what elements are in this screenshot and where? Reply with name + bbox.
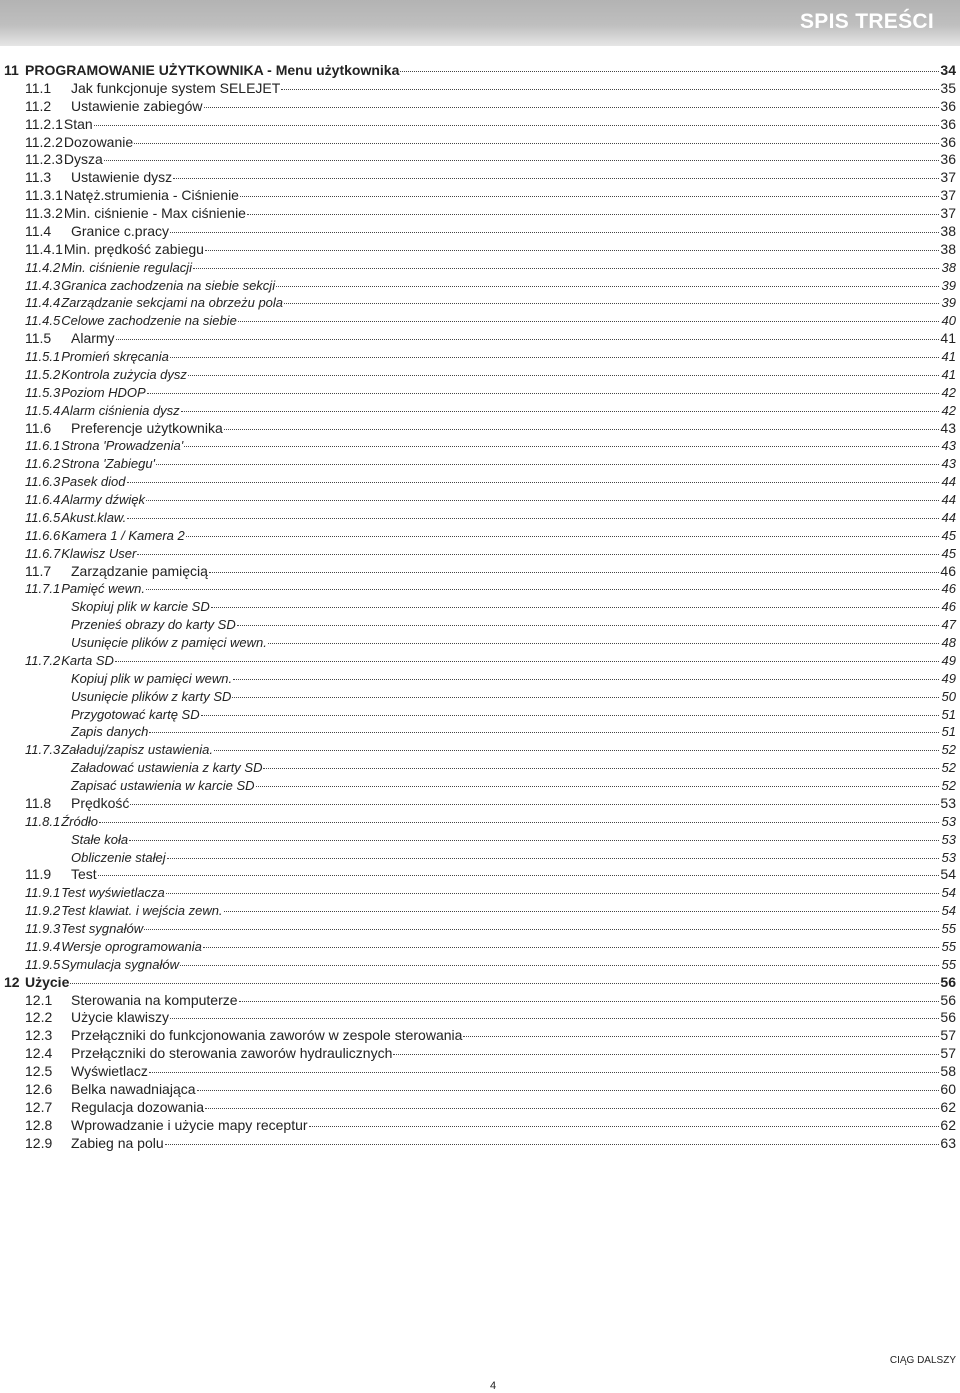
- toc-entry-page: 41: [941, 366, 956, 382]
- toc-entry-page: 54: [941, 885, 956, 901]
- toc-entry-number: 11.8.1: [25, 813, 61, 829]
- toc-entry-page: 34: [940, 62, 956, 78]
- dot-leader: [211, 606, 939, 608]
- toc-entry-number: 11.3.1: [25, 187, 63, 204]
- toc-entry-page: 52: [941, 778, 956, 793]
- toc-entry-page: 35: [940, 79, 956, 96]
- toc-entry[interactable]: [25, 366, 956, 384]
- toc-entry[interactable]: [25, 813, 956, 831]
- toc-entry-title: Min. prędkość zabiegu: [63, 240, 204, 257]
- dot-leader: [165, 1143, 939, 1145]
- toc-entry-page: 37: [940, 169, 956, 186]
- toc-entry[interactable]: [25, 938, 956, 956]
- toc-entry[interactable]: [25, 1117, 956, 1135]
- toc-entry-page: 47: [941, 617, 956, 633]
- toc-entry[interactable]: [25, 688, 956, 706]
- toc-entry-title: Alarm ciśnienia dysz: [61, 402, 180, 418]
- dot-leader: [181, 410, 939, 412]
- dot-leader: [70, 982, 939, 984]
- toc-entry-number: 11.6.2: [25, 456, 61, 472]
- dot-leader: [203, 946, 939, 948]
- toc-entry[interactable]: [4, 974, 956, 992]
- toc-entry-number: 11.9.1: [25, 885, 61, 901]
- toc-entry-title: Skopiuj plik w karcie SD: [71, 599, 210, 615]
- toc-entry-page: 50: [941, 688, 956, 704]
- toc-entry-title: Granica zachodzenia na siebie sekcji: [61, 277, 276, 293]
- toc-entry-number: 11.2.1: [25, 115, 63, 132]
- toc-entry-page: 53: [940, 794, 956, 811]
- dot-leader: [149, 731, 939, 733]
- dot-leader: [256, 785, 939, 787]
- toc-entry-number: 11.7: [25, 562, 52, 579]
- dot-leader: [166, 892, 939, 894]
- toc-entry-number: 11: [4, 62, 19, 78]
- dot-leader: [284, 302, 939, 304]
- toc-entry-number: 11.6.7: [25, 545, 61, 561]
- toc-entry[interactable]: [25, 473, 956, 491]
- toc-entry-title: Ustawienie zabiegów: [71, 97, 203, 114]
- toc-entry-title: Min. ciśnienie regulacji: [61, 259, 192, 275]
- toc-entry[interactable]: [25, 384, 956, 402]
- toc-entry-number: 11.4.3: [25, 277, 61, 293]
- dot-leader: [214, 749, 939, 751]
- toc-entry-number: 11.2: [25, 97, 52, 114]
- dot-leader: [115, 660, 939, 662]
- toc-entry-number: 12.8: [25, 1116, 53, 1133]
- toc-entry-title: Sterowania na komputerze: [71, 991, 238, 1008]
- toc-entry[interactable]: [25, 1063, 956, 1081]
- dot-leader: [309, 1125, 939, 1127]
- toc-entry[interactable]: [25, 616, 956, 634]
- toc-entry[interactable]: [25, 545, 956, 563]
- dot-leader: [205, 249, 939, 251]
- toc-entry-number: 11.9: [25, 866, 52, 883]
- toc-entry-number: 11.5.1: [25, 349, 61, 364]
- toc-entry[interactable]: [25, 169, 956, 187]
- toc-entry-page: 37: [940, 187, 956, 204]
- dot-leader: [156, 463, 939, 465]
- toc-entry-number: 11.9.5: [25, 956, 61, 972]
- toc-entry-page: 53: [941, 831, 956, 847]
- toc-entry[interactable]: [25, 777, 956, 795]
- toc-entry-page: 42: [941, 402, 956, 418]
- toc-entry[interactable]: [25, 527, 956, 545]
- toc-entry-page: 39: [941, 295, 956, 311]
- toc-entry-number: 11.4.4: [25, 295, 61, 311]
- toc-entry-page: 51: [941, 706, 956, 722]
- toc-entry-page: 38: [941, 259, 956, 275]
- toc-entry[interactable]: [25, 420, 956, 438]
- toc-entry-title: Regulacja dozowania: [71, 1098, 205, 1115]
- toc-entry[interactable]: [25, 259, 956, 277]
- toc-entry-title: Załadować ustawienia z karty SD: [71, 760, 263, 776]
- dot-leader: [98, 874, 939, 876]
- toc-entry-page: 46: [941, 599, 956, 615]
- toc-entry-title: Zapisać ustawienia w karcie SD: [71, 778, 255, 793]
- toc-entry-title: Usunięcie plików z karty SD: [71, 688, 232, 704]
- toc-entry-title: Jak funkcjonuje system SELEJET: [71, 79, 281, 96]
- toc-entry-page: 54: [941, 903, 956, 919]
- toc-entry-page: 41: [941, 349, 956, 364]
- toc-entry-title: Zabieg na polu: [71, 1134, 164, 1151]
- dot-leader: [193, 267, 939, 269]
- toc-entry[interactable]: [25, 741, 956, 759]
- dot-leader: [268, 642, 939, 644]
- toc-entry[interactable]: [25, 1099, 956, 1117]
- dot-leader: [167, 857, 939, 859]
- toc-entry-page: 36: [940, 97, 956, 114]
- dot-leader: [149, 1071, 939, 1073]
- toc-entry[interactable]: [25, 187, 956, 205]
- toc-entry[interactable]: [25, 116, 956, 134]
- toc-entry-page: 43: [940, 419, 956, 436]
- toc-entry-page: 41: [940, 330, 956, 347]
- dot-leader: [184, 445, 939, 447]
- table-of-contents: [0, 62, 960, 1152]
- dot-leader: [104, 159, 939, 161]
- toc-entry-page: 56: [940, 991, 956, 1008]
- toc-entry[interactable]: [25, 634, 956, 652]
- toc-entry-page: 44: [941, 492, 956, 507]
- toc-entry[interactable]: [25, 884, 956, 902]
- dot-leader: [393, 1053, 939, 1055]
- toc-entry[interactable]: [25, 241, 956, 259]
- toc-entry-title: Przełączniki do funkcjonowania zaworów w zespole sterowania: [71, 1027, 463, 1044]
- toc-entry-number: 12.4: [25, 1045, 53, 1062]
- dot-leader: [238, 320, 939, 322]
- toc-entry[interactable]: [25, 134, 956, 152]
- toc-entry-number: 11.5.2: [25, 366, 61, 382]
- toc-entry-page: 56: [940, 973, 956, 990]
- toc-entry-number: 11.4.1: [25, 240, 63, 257]
- toc-entry-title: Test: [71, 866, 97, 883]
- toc-entry[interactable]: [25, 563, 956, 581]
- toc-entry-page: 55: [941, 956, 956, 972]
- dot-leader: [170, 1017, 939, 1019]
- toc-entry[interactable]: [25, 437, 956, 455]
- toc-entry-title: Strona 'Zabiegu': [61, 456, 156, 472]
- toc-entry-title: Alarmy: [71, 330, 115, 347]
- toc-entry-page: 53: [941, 813, 956, 829]
- toc-entry-title: Promień skręcania: [61, 349, 169, 364]
- toc-entry-title: Kamera 1 / Kamera 2: [61, 527, 185, 543]
- dot-leader: [146, 499, 939, 501]
- dot-leader: [263, 767, 939, 769]
- toc-entry-page: 52: [941, 760, 956, 776]
- toc-entry-title: Przenieś obrazy do karty SD: [71, 617, 236, 633]
- toc-entry-title: Prędkość: [71, 794, 130, 811]
- toc-entry[interactable]: [25, 652, 956, 670]
- dot-leader: [463, 1035, 939, 1037]
- toc-entry-title: Karta SD: [61, 652, 114, 668]
- toc-entry[interactable]: [25, 580, 956, 598]
- toc-entry-page: 62: [940, 1116, 956, 1133]
- toc-entry-title: Belka nawadniająca: [71, 1080, 196, 1097]
- dot-leader: [197, 1089, 939, 1091]
- dot-leader: [240, 195, 939, 197]
- toc-entry-page: 37: [940, 205, 956, 221]
- toc-entry-page: 38: [940, 222, 956, 239]
- dot-leader: [188, 374, 939, 376]
- dot-leader: [186, 535, 939, 537]
- toc-entry-number: 11.6: [25, 419, 52, 436]
- toc-entry-page: 52: [941, 742, 956, 758]
- dot-leader: [127, 517, 939, 519]
- toc-entry-title: Natęż.strumienia - Ciśnienie: [63, 187, 239, 204]
- toc-entry[interactable]: [25, 509, 956, 527]
- dot-leader: [237, 624, 939, 626]
- toc-entry[interactable]: [25, 294, 956, 312]
- dot-leader: [201, 714, 939, 716]
- toc-entry[interactable]: [25, 598, 956, 616]
- toc-entry-page: 36: [940, 115, 956, 132]
- toc-entry-page: 62: [940, 1098, 956, 1115]
- toc-entry-title: Dozowanie: [63, 133, 134, 150]
- toc-entry-page: 40: [941, 313, 956, 329]
- toc-entry[interactable]: [25, 920, 956, 938]
- toc-entry-title: Obliczenie stałej: [71, 849, 166, 865]
- toc-entry-number: 11.5.4: [25, 402, 61, 418]
- toc-entry[interactable]: [25, 795, 956, 813]
- dot-leader: [276, 285, 939, 287]
- toc-entry-page: 54: [940, 866, 956, 883]
- toc-entry-number: 11.7.2: [25, 652, 61, 668]
- toc-entry-page: 55: [941, 938, 956, 954]
- toc-entry[interactable]: [25, 1045, 956, 1063]
- toc-entry-title: Przełączniki do sterowania zaworów hydraulicznych: [71, 1045, 393, 1062]
- toc-entry-page: 45: [941, 545, 956, 561]
- toc-entry-page: 49: [941, 670, 956, 686]
- toc-entry-number: 11.9.2: [25, 903, 61, 919]
- toc-entry[interactable]: [25, 992, 956, 1010]
- toc-entry[interactable]: [25, 402, 956, 420]
- toc-entry-title: Ustawienie dysz: [71, 169, 173, 186]
- toc-entry-page: 48: [941, 635, 956, 650]
- toc-entry[interactable]: [25, 277, 956, 295]
- toc-entry[interactable]: [25, 151, 956, 169]
- toc-entry-page: 36: [940, 133, 956, 150]
- dot-leader: [130, 803, 939, 805]
- toc-entry[interactable]: [25, 706, 956, 724]
- toc-entry-page: 57: [940, 1045, 956, 1062]
- toc-entry[interactable]: [4, 62, 956, 80]
- toc-entry-number: 11.2.3: [25, 151, 63, 168]
- toc-entry-title: Zarządzanie sekcjami na obrzeżu pola: [61, 295, 284, 311]
- toc-entry-number: 11.3.2: [25, 205, 63, 221]
- page-number: 4: [489, 1380, 497, 1392]
- toc-entry-number: 12.2: [25, 1009, 53, 1026]
- dot-leader: [247, 213, 939, 215]
- dot-leader: [147, 392, 939, 394]
- toc-entry-title: Strona 'Prowadzenia': [61, 438, 184, 454]
- toc-entry-number: 11.8: [25, 794, 52, 811]
- toc-entry[interactable]: [25, 330, 956, 348]
- dot-leader: [94, 124, 939, 126]
- dot-leader: [233, 678, 939, 680]
- toc-entry-number: 11.3: [25, 169, 52, 186]
- continued-note: CIĄG DALSZY: [889, 1355, 956, 1366]
- dot-leader: [129, 839, 939, 841]
- toc-entry-title: Akust.klaw.: [61, 509, 127, 525]
- toc-entry-title: Alarmy dźwięk: [61, 492, 145, 507]
- dot-leader: [146, 588, 939, 590]
- toc-entry-number: 11.2.2: [25, 133, 63, 150]
- dot-leader: [239, 1000, 939, 1002]
- toc-entry[interactable]: [25, 491, 956, 509]
- toc-entry[interactable]: [25, 849, 956, 867]
- toc-entry-number: 12.7: [25, 1098, 53, 1115]
- toc-entry-title: Stan: [63, 115, 93, 132]
- toc-entry-page: 45: [941, 527, 956, 543]
- toc-entry-number: 11.4: [25, 222, 52, 239]
- toc-entry-title: Symulacja sygnałów: [61, 956, 179, 972]
- toc-entry-title: Test klawiat. i wejścia zewn.: [61, 903, 223, 919]
- toc-entry-page: 58: [940, 1063, 956, 1079]
- dot-leader: [173, 177, 939, 179]
- toc-entry-page: 43: [941, 456, 956, 472]
- toc-entry-title: Użycie: [25, 973, 70, 990]
- dot-leader: [204, 106, 939, 108]
- toc-entry-title: Użycie klawiszy: [71, 1009, 170, 1026]
- toc-entry[interactable]: [25, 1027, 956, 1045]
- dot-leader: [134, 142, 939, 144]
- toc-entry-title: Wprowadzanie i użycie mapy receptur: [71, 1116, 308, 1133]
- toc-entry-number: 11.4.5: [25, 313, 61, 329]
- dot-leader: [281, 88, 939, 90]
- toc-entry-number: 11.4.2: [25, 259, 61, 275]
- toc-entry-page: 46: [941, 581, 956, 597]
- toc-entry[interactable]: [25, 670, 956, 688]
- toc-entry-number: 11.6.5: [25, 509, 61, 525]
- toc-entry-number: 11.5: [25, 330, 52, 347]
- toc-entry[interactable]: [25, 1009, 956, 1027]
- toc-entry-number: 11.6.3: [25, 474, 61, 490]
- toc-entry-number: 11.6.4: [25, 492, 61, 507]
- toc-entry-page: 44: [941, 474, 956, 490]
- toc-entry-number: 12.1: [25, 991, 53, 1008]
- toc-entry-title: Zarządzanie pamięcią: [71, 562, 208, 579]
- toc-entry-page: 44: [941, 509, 956, 525]
- toc-entry-title: Przygotować kartę SD: [71, 706, 200, 722]
- toc-entry[interactable]: [25, 312, 956, 330]
- dot-leader: [137, 553, 939, 555]
- toc-entry-page: 39: [941, 277, 956, 293]
- toc-entry[interactable]: [25, 759, 956, 777]
- toc-entry-number: 11.9.4: [25, 938, 61, 954]
- toc-entry-page: 46: [940, 562, 956, 579]
- toc-entry-number: 12.5: [25, 1063, 53, 1079]
- toc-entry-number: 12.3: [25, 1027, 53, 1044]
- dot-leader: [116, 338, 939, 340]
- toc-entry-page: 56: [940, 1009, 956, 1026]
- toc-entry[interactable]: [25, 902, 956, 920]
- toc-entry[interactable]: [25, 348, 956, 366]
- dot-leader: [232, 696, 939, 698]
- dot-leader: [170, 356, 939, 358]
- toc-entry-page: 53: [941, 849, 956, 865]
- toc-entry-number: 11.5.3: [25, 384, 61, 400]
- dot-leader: [400, 70, 939, 72]
- toc-entry-page: 63: [940, 1134, 956, 1151]
- toc-entry-title: Wersje oprogramowania: [61, 938, 202, 954]
- dot-leader: [180, 964, 939, 966]
- toc-entry-title: Źródło: [61, 813, 99, 829]
- toc-entry[interactable]: [25, 866, 956, 884]
- toc-entry-page: 49: [941, 652, 956, 668]
- toc-entry-title: Test wyświetlacza: [61, 885, 165, 901]
- toc-entry[interactable]: [25, 455, 956, 473]
- toc-entry-title: Wyświetlacz: [71, 1063, 148, 1079]
- header-bar: [0, 0, 960, 46]
- dot-leader: [170, 231, 939, 233]
- toc-entry-number: 11.9.3: [25, 921, 61, 936]
- toc-entry[interactable]: [25, 98, 956, 116]
- dot-leader: [127, 481, 939, 483]
- toc-entry-title: Klawisz User: [61, 545, 137, 561]
- dot-leader: [224, 428, 939, 430]
- toc-entry-title: Zapis danych: [71, 724, 149, 740]
- toc-entry-page: 42: [941, 384, 956, 400]
- toc-entry-page: 43: [941, 438, 956, 454]
- toc-entry[interactable]: [25, 80, 956, 98]
- toc-entry[interactable]: [25, 956, 956, 974]
- toc-entry[interactable]: [25, 831, 956, 849]
- toc-entry-number: 11.7.1: [25, 581, 61, 597]
- toc-entry-title: Kopiuj plik w pamięci wewn.: [71, 670, 233, 686]
- toc-entry-page: 60: [940, 1080, 956, 1097]
- toc-entry-title: PROGRAMOWANIE UŻYTKOWNIKA - Menu użytkownika: [25, 62, 400, 78]
- toc-entry[interactable]: [25, 1135, 956, 1153]
- toc-entry-title: Celowe zachodzenie na siebie: [61, 313, 237, 329]
- toc-entry-title: Min. ciśnienie - Max ciśnienie: [63, 205, 246, 221]
- dot-leader: [205, 1107, 939, 1109]
- toc-entry-title: Pasek diod: [61, 474, 126, 490]
- toc-entry-title: Dysza: [63, 151, 103, 168]
- toc-entry-number: 12: [4, 973, 20, 990]
- toc-entry-number: 11.6.1: [25, 438, 61, 454]
- toc-entry-title: Kontrola zużycia dysz: [61, 366, 187, 382]
- dot-leader: [209, 571, 939, 573]
- toc-entry[interactable]: [25, 223, 956, 241]
- toc-entry-title: Granice c.pracy: [71, 222, 170, 239]
- toc-entry-title: Preferencje użytkownika: [71, 419, 223, 436]
- page-title: SPIS TREŚCI: [800, 10, 934, 33]
- toc-entry-title: Poziom HDOP: [61, 384, 146, 400]
- toc-entry[interactable]: [25, 723, 956, 741]
- toc-entry-title: Test sygnałów: [61, 921, 144, 936]
- toc-entry-page: 55: [941, 921, 956, 936]
- toc-entry-title: Pamięć wewn.: [61, 581, 145, 597]
- toc-entry-title: Załaduj/zapisz ustawienia.: [61, 742, 213, 758]
- toc-entry-page: 57: [940, 1027, 956, 1044]
- dot-leader: [144, 928, 939, 930]
- toc-entry[interactable]: [25, 1081, 956, 1099]
- dot-leader: [224, 910, 939, 912]
- toc-entry-number: 11.1: [25, 79, 52, 96]
- toc-entry-number: 12.9: [25, 1134, 53, 1151]
- toc-entry[interactable]: [25, 205, 956, 223]
- toc-entry-title: Stałe koła: [71, 831, 129, 847]
- toc-entry-number: 12.6: [25, 1080, 53, 1097]
- toc-entry-number: 11.7.3: [25, 742, 61, 758]
- toc-entry-number: 11.6.6: [25, 527, 61, 543]
- toc-entry-page: 36: [940, 151, 956, 168]
- toc-entry-page: 51: [941, 724, 956, 740]
- dot-leader: [99, 821, 939, 823]
- toc-entry-page: 38: [940, 240, 956, 257]
- toc-entry-title: Usunięcie plików z pamięci wewn.: [71, 635, 267, 650]
